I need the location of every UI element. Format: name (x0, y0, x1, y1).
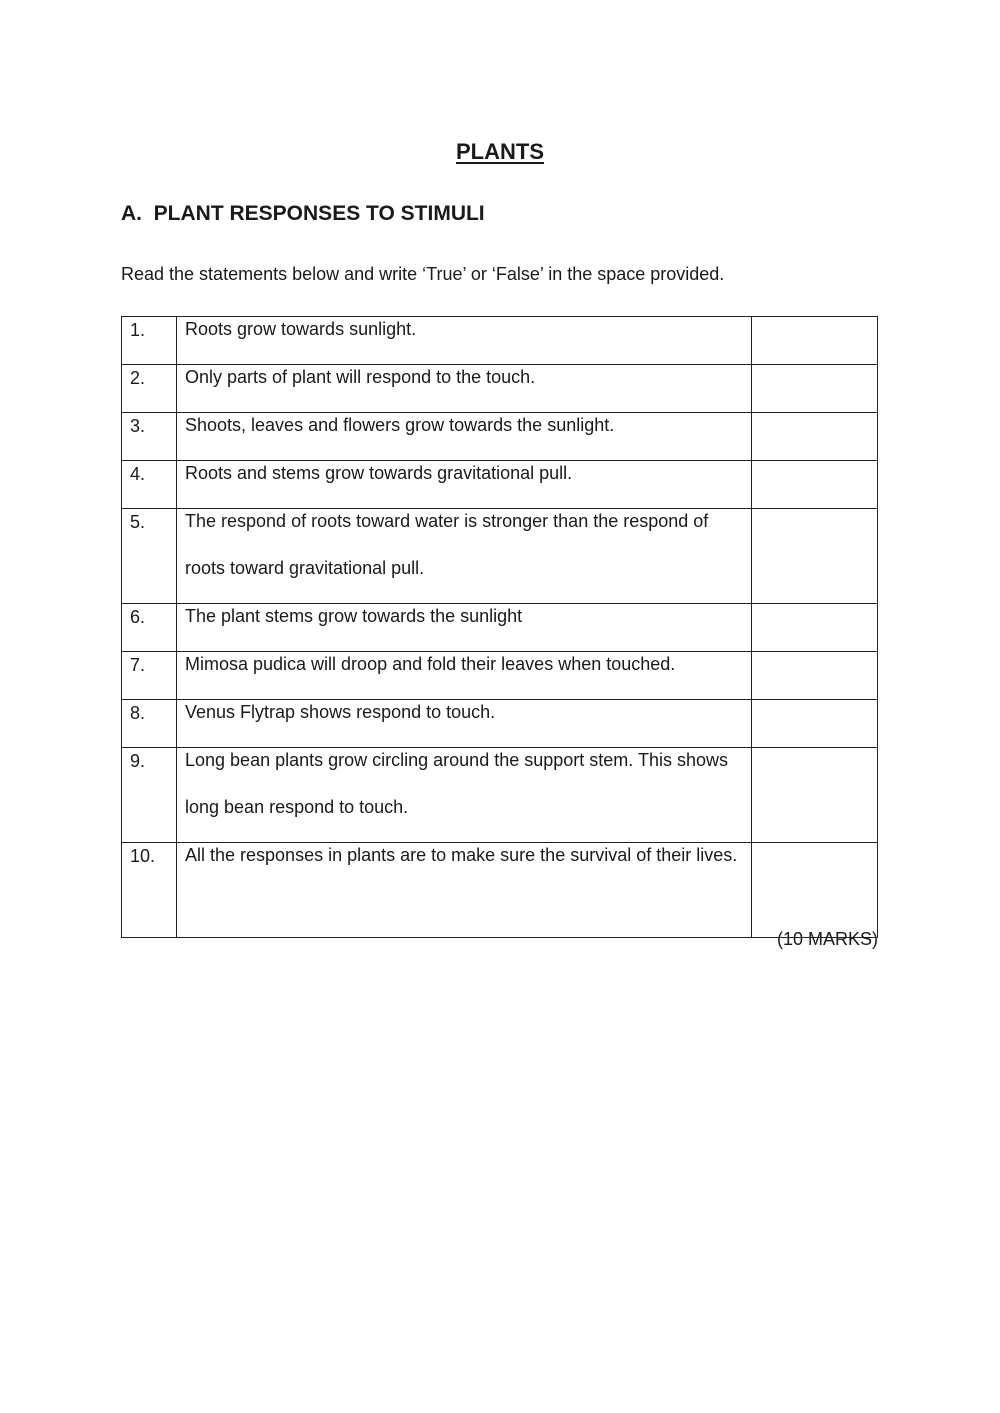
answer-cell[interactable] (752, 652, 878, 700)
statement-text: Only parts of plant will respond to the touch. (185, 367, 536, 387)
item-number: 3. (122, 413, 177, 461)
table-row (122, 509, 878, 604)
item-statement (177, 748, 752, 843)
answer-cell[interactable] (752, 413, 878, 461)
answer-cell[interactable] (752, 317, 878, 365)
answer-cell[interactable] (752, 461, 878, 509)
statement-text: The respond of roots toward water is stronger than the respond of roots toward gravitational pull. (185, 511, 709, 578)
total-marks: (10 MARKS) (776, 929, 878, 949)
item-statement (177, 509, 752, 604)
statement-text: Shoots, leaves and flowers grow towards the sunlight. (185, 415, 615, 435)
statement-text: All the responses in plants are to make sure the survival of their lives. (185, 845, 738, 865)
instructions: Read the statements below and write ‘True’ or ‘False’ in the space provided. (121, 264, 725, 284)
statement-text: Mimosa pudica will droop and fold their leaves when touched. (185, 654, 676, 674)
item-number: 1. (122, 317, 177, 365)
item-number: 5. (122, 509, 177, 604)
item-number: 6. (122, 604, 177, 652)
table-row (122, 843, 878, 938)
item-number: 4. (122, 461, 177, 509)
item-number: 8. (122, 700, 177, 748)
statement-text: The plant stems grow towards the sunlight (185, 606, 523, 626)
section-heading: A. PLANT RESPONSES TO STIMULI (121, 202, 485, 225)
item-number: 2. (122, 365, 177, 413)
item-number: 7. (122, 652, 177, 700)
true-false-table (121, 316, 878, 938)
page-title: PLANTS (456, 139, 544, 164)
answer-cell[interactable] (752, 748, 878, 843)
table-row (122, 748, 878, 843)
item-number: 9. (122, 748, 177, 843)
statement-text: Roots and stems grow towards gravitational pull. (185, 463, 573, 483)
answer-cell[interactable] (752, 604, 878, 652)
answer-cell[interactable] (752, 843, 878, 938)
answer-cell[interactable] (752, 509, 878, 604)
statement-text: Long bean plants grow circling around the support stem. This shows long bean respond to touch. (185, 750, 728, 817)
answer-cell[interactable] (752, 365, 878, 413)
answer-cell[interactable] (752, 700, 878, 748)
statement-text: Venus Flytrap shows respond to touch. (185, 702, 496, 722)
item-number: 10. (122, 843, 177, 938)
statement-text: Roots grow towards sunlight. (185, 319, 417, 339)
item-statement (177, 843, 752, 938)
